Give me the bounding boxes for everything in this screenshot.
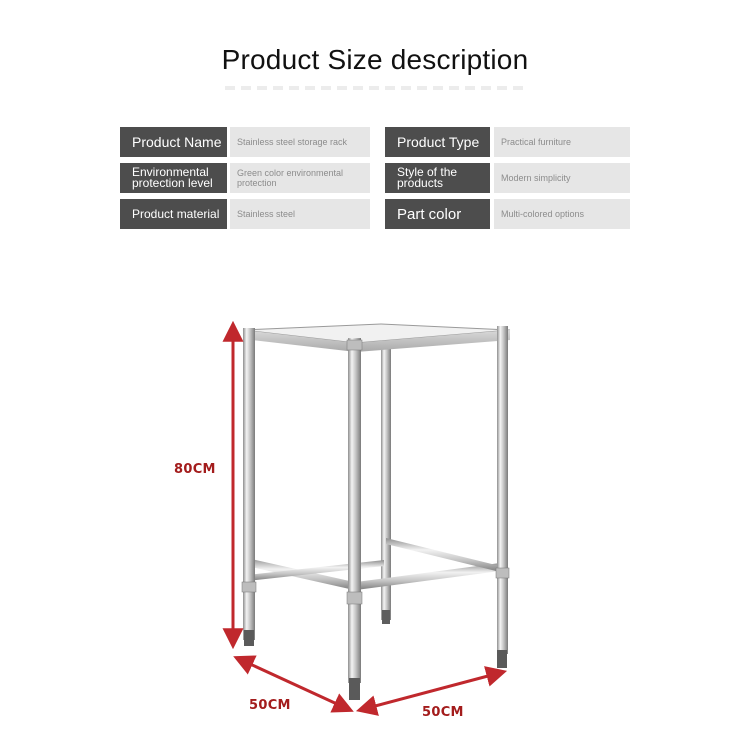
lower-bar-right [356,563,500,590]
spec-key-style: Style of the products [385,163,490,193]
spec-value-material: Stainless steel [230,199,370,229]
spec-value-product-type: Practical furniture [494,127,630,157]
lower-bar-back-right [386,538,500,572]
joint-clamp [347,340,362,350]
spec-key-material: Product material [120,199,227,229]
width-dimension-label: 50CM [422,705,464,720]
joint-clamp [347,592,362,604]
joint-clamp [242,582,256,592]
front-left-foot [244,630,254,646]
spec-key-product-name: Product Name [120,127,227,157]
front-center-foot [349,678,360,700]
spec-value-product-name: Stainless steel storage rack [230,127,370,157]
joint-clamp [496,568,509,578]
depth-dimension-label: 50CM [249,698,291,713]
front-right-foot [497,650,507,668]
back-left-leg [381,328,391,620]
spec-value-environmental: Green color environmental protection [230,163,370,193]
spec-key-environmental: Environmental protection level [120,163,227,193]
spec-key-part-color: Part color [385,199,490,229]
height-dimension-label: 80CM [174,462,216,477]
front-center-leg [348,338,361,683]
front-left-leg [243,328,255,640]
page-title: Product Size description [221,44,529,75]
front-right-leg [497,326,508,654]
spec-key-product-type: Product Type [385,127,490,157]
spec-value-style: Modern simplicity [494,163,630,193]
spec-value-part-color: Multi-colored options [494,199,630,229]
back-left-foot [382,610,390,624]
